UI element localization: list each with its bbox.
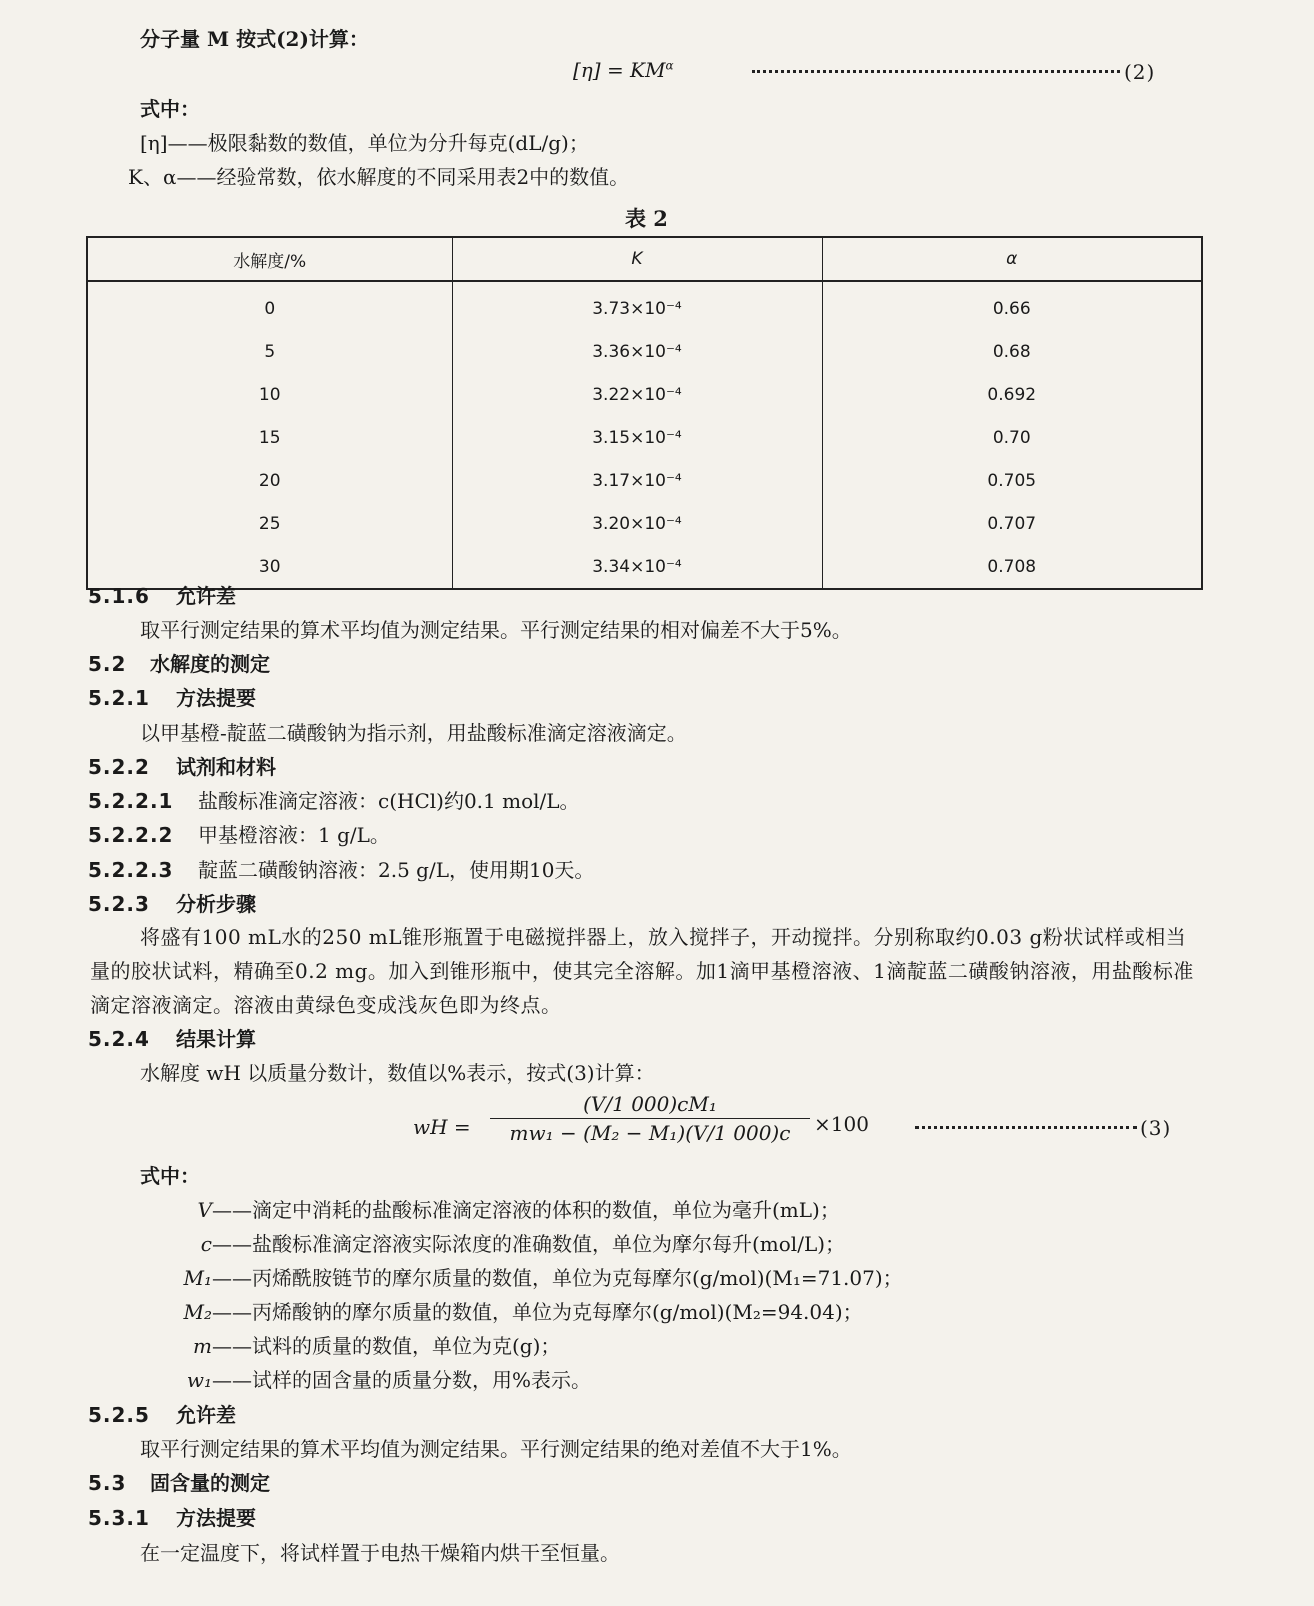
cell-hydrolysis: 30 — [87, 545, 452, 589]
cell-alpha: 0.707 — [822, 502, 1202, 545]
heading-number: 5.1.6 — [88, 584, 150, 608]
heading-number: 5.2 — [88, 652, 127, 676]
cell-k: 3.17×10⁻⁴ — [452, 459, 822, 502]
heading-5-1-6 — [88, 583, 236, 609]
heading-title: 结果计算 — [176, 1027, 256, 1051]
item-text: 甲基橙溶液：1 g/L。 — [198, 823, 390, 847]
fraction-numerator: (V/1 000)cM₁ — [490, 1092, 810, 1119]
formula-2 — [573, 58, 674, 82]
cell-alpha: 0.692 — [822, 373, 1202, 416]
cell-k: 3.22×10⁻⁴ — [452, 373, 822, 416]
heading-title: 允许差 — [176, 1403, 236, 1427]
item-text: 盐酸标准滴定溶液：c(HCl)约0.1 mol/L。 — [198, 789, 580, 813]
heading-number: 5.2.1 — [88, 686, 150, 710]
cell-k: 3.73×10⁻⁴ — [452, 281, 822, 330]
heading-title: 方法提要 — [176, 686, 256, 710]
heading-title: 方法提要 — [176, 1506, 256, 1530]
table-row — [87, 545, 1202, 589]
where-label-2: 式中： — [140, 1164, 200, 1188]
def-text: ——滴定中消耗的盐酸标准滴定溶液的体积的数值，单位为毫升(mL)； — [212, 1198, 840, 1222]
heading-number: 5.2.5 — [88, 1403, 150, 1427]
intro-line: 分子量 M 按式(2)计算： — [140, 27, 369, 51]
def-row — [128, 1231, 845, 1257]
def-row — [128, 1197, 840, 1223]
cell-alpha: 0.705 — [822, 459, 1202, 502]
def-symbol: m — [193, 1334, 212, 1358]
def-row — [128, 1333, 560, 1359]
heading-5-3 — [88, 1470, 270, 1496]
cell-hydrolysis: 15 — [87, 416, 452, 459]
cell-hydrolysis: 25 — [87, 502, 452, 545]
item-5-2-2-2 — [88, 822, 390, 848]
cell-hydrolysis: 0 — [87, 281, 452, 330]
item-number: 5.2.2.1 — [88, 789, 174, 813]
formula-3-lhs: wH = — [413, 1115, 471, 1139]
heading-title: 分析步骤 — [176, 892, 256, 916]
heading-5-2-4 — [88, 1026, 256, 1052]
heading-5-3-1 — [88, 1505, 256, 1531]
table-header-row — [87, 237, 1202, 281]
table-caption: 表 2 — [625, 206, 668, 231]
header-hydrolysis: 水解度/% — [87, 237, 452, 281]
heading-title: 水解度的测定 — [150, 652, 270, 676]
cell-k: 3.36×10⁻⁴ — [452, 330, 822, 373]
heading-5-2-5 — [88, 1402, 236, 1428]
formula-3-fraction — [490, 1092, 810, 1145]
cell-k: 3.15×10⁻⁴ — [452, 416, 822, 459]
para-5-2-4: 水解度 wH 以质量分数计，数值以%表示，按式(3)计算： — [140, 1061, 655, 1085]
para-5-2-1: 以甲基橙-靛蓝二磺酸钠为指示剂，用盐酸标准滴定溶液滴定。 — [140, 721, 687, 745]
def-symbol: V — [197, 1198, 212, 1222]
heading-5-2-2 — [88, 754, 276, 780]
cell-hydrolysis: 5 — [87, 330, 452, 373]
def-text: ——试样的固含量的质量分数，用%表示。 — [212, 1368, 592, 1392]
table-2 — [86, 236, 1203, 590]
def-k-alpha: K、α——经验常数，依水解度的不同采用表2中的数值。 — [128, 165, 630, 189]
leader-dots — [915, 1126, 1137, 1129]
def-row — [128, 1265, 903, 1291]
where-label: 式中： — [140, 97, 200, 121]
cell-hydrolysis: 10 — [87, 373, 452, 416]
cell-alpha: 0.68 — [822, 330, 1202, 373]
item-number: 5.2.2.2 — [88, 823, 174, 847]
def-symbol: c — [200, 1232, 212, 1256]
heading-title: 允许差 — [176, 584, 236, 608]
heading-number: 5.2.3 — [88, 892, 150, 916]
para-5-1-6: 取平行测定结果的算术平均值为测定结果。平行测定结果的相对偏差不大于5%。 — [140, 618, 852, 642]
formula-2-text: [η] = KM — [573, 58, 666, 82]
formula-3-tail: ×100 — [814, 1112, 869, 1136]
heading-title: 试剂和材料 — [176, 755, 276, 779]
heading-5-2 — [88, 651, 270, 677]
def-text: ——丙烯酰胺链节的摩尔质量的数值，单位为克每摩尔(g/mol)(M₁=71.07)； — [212, 1266, 903, 1290]
heading-number: 5.2.4 — [88, 1027, 150, 1051]
heading-number: 5.3.1 — [88, 1506, 150, 1530]
formula-2-sup: α — [665, 58, 674, 73]
def-row — [128, 1299, 863, 1325]
def-text: ——丙烯酸钠的摩尔质量的数值，单位为克每摩尔(g/mol)(M₂=94.04)； — [212, 1300, 863, 1324]
equation-number-3: (3) — [1140, 1116, 1172, 1140]
heading-title: 固含量的测定 — [150, 1471, 270, 1495]
item-5-2-2-3 — [88, 857, 594, 883]
def-symbol: M₁ — [183, 1266, 212, 1290]
heading-5-2-3 — [88, 891, 256, 917]
fraction-denominator: mw₁ − (M₂ − M₁)(V/1 000)c — [509, 1121, 791, 1145]
item-5-2-2-1 — [88, 788, 580, 814]
leader-dots — [752, 70, 1120, 73]
para-5-3-1: 在一定温度下，将试样置于电热干燥箱内烘干至恒量。 — [140, 1541, 620, 1565]
def-symbol: w₁ — [186, 1368, 212, 1392]
cell-alpha: 0.66 — [822, 281, 1202, 330]
heading-number: 5.2.2 — [88, 755, 150, 779]
cell-k: 3.34×10⁻⁴ — [452, 545, 822, 589]
table-row — [87, 373, 1202, 416]
header-alpha: α — [822, 237, 1202, 281]
table-row — [87, 416, 1202, 459]
def-eta: [η]——极限黏数的数值，单位为分升每克(dL/g)； — [140, 131, 589, 155]
heading-number: 5.3 — [88, 1471, 127, 1495]
def-symbol: M₂ — [183, 1300, 212, 1324]
item-number: 5.2.2.3 — [88, 858, 174, 882]
table-row — [87, 502, 1202, 545]
cell-hydrolysis: 20 — [87, 459, 452, 502]
cell-alpha: 0.70 — [822, 416, 1202, 459]
para-5-2-3: 将盛有100 mL水的250 mL锥形瓶置于电磁搅拌器上，放入搅拌子，开动搅拌。分别称取约0.03 g粉状试样或相当量的胶状试料，精确至0.2 mg。加入到锥形瓶中，使其完全溶解。加1滴甲基橙溶液、1滴靛蓝二磺酸钠溶液，用盐酸标准滴定溶液滴定。溶液由黄绿色变成浅灰色即为终点。 — [90, 925, 1194, 1017]
def-text: ——盐酸标准滴定溶液实际浓度的准确数值，单位为摩尔每升(mol/L)； — [212, 1232, 846, 1256]
cell-alpha: 0.708 — [822, 545, 1202, 589]
header-k: K — [452, 237, 822, 281]
item-text: 靛蓝二磺酸钠溶液：2.5 g/L，使用期10天。 — [198, 858, 595, 882]
cell-k: 3.20×10⁻⁴ — [452, 502, 822, 545]
equation-number-2: (2) — [1124, 60, 1156, 84]
def-text: ——试料的质量的数值，单位为克(g)； — [212, 1334, 561, 1358]
heading-5-2-1 — [88, 685, 256, 711]
table-row — [87, 459, 1202, 502]
table-row — [87, 330, 1202, 373]
def-row — [128, 1367, 591, 1393]
table-row — [87, 281, 1202, 330]
para-5-2-5: 取平行测定结果的算术平均值为测定结果。平行测定结果的绝对差值不大于1%。 — [140, 1437, 852, 1461]
